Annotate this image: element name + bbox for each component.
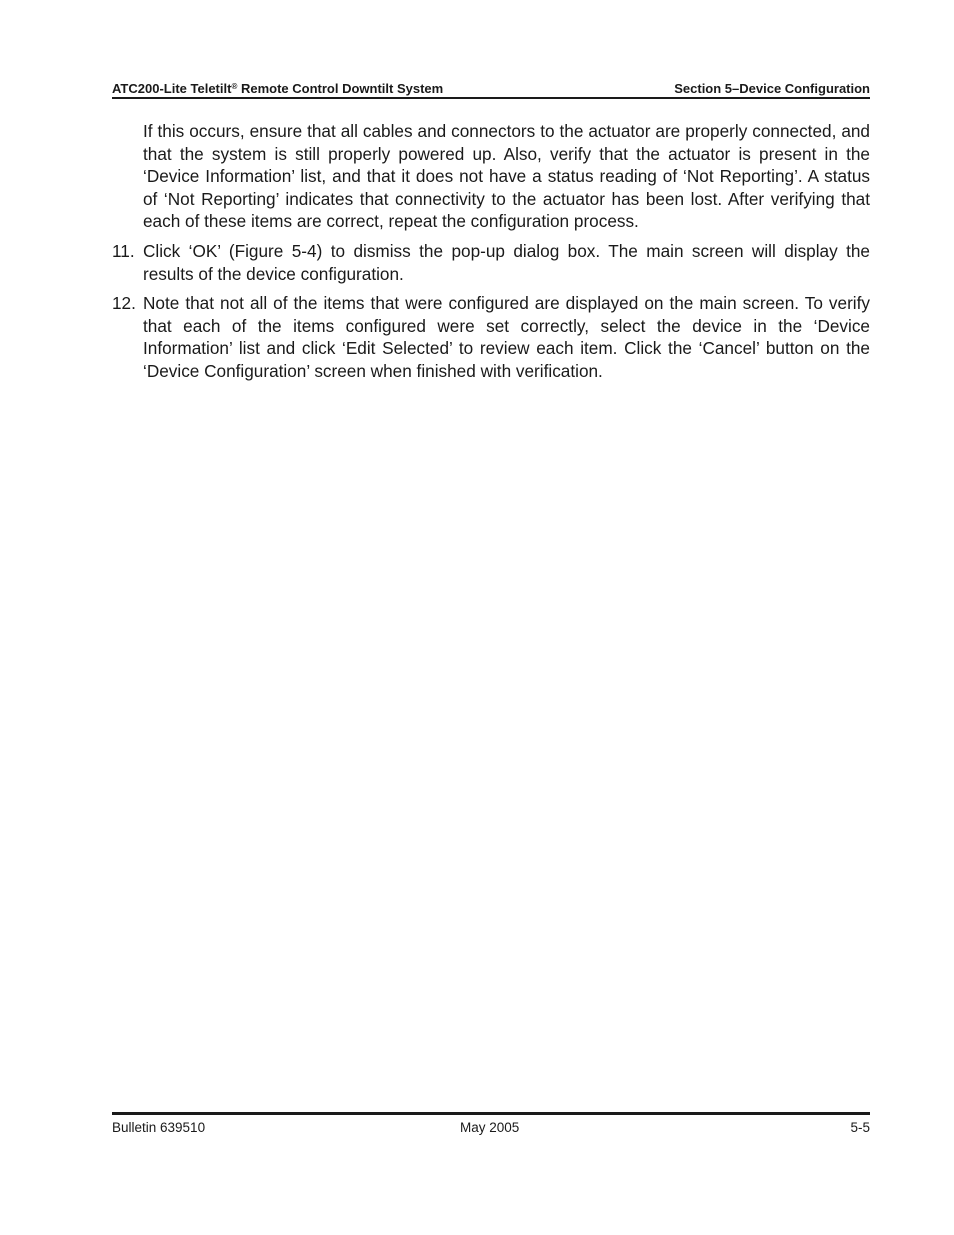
publication-date: May 2005 xyxy=(460,1120,520,1135)
continuation-paragraph: If this occurs, ensure that all cables and connectors to the actuator are properly connected, and that the system is still properly powered up. Also, verify that the actuator is present in the ‘Device Information’ list, and that it does not have a status reading of ‘Not Reporting’. A status of ‘Not Reporting’ indicates that connectivity to the actuator has been lost. After verifying that each of these items are correct, repeat the configuration process. xyxy=(143,121,870,232)
page-number: 5-5 xyxy=(850,1120,870,1135)
step-text: Click ‘OK’ (Figure 5-4) to dismiss the pop-up dialog box. The main screen will display the results of the device configuration. xyxy=(143,240,870,284)
running-header xyxy=(112,81,870,97)
step-item xyxy=(112,240,870,285)
registered-mark: ® xyxy=(231,82,238,91)
section-title: Section 5–Device Configuration xyxy=(674,81,870,96)
footer-rule xyxy=(112,1112,870,1115)
body-text xyxy=(112,120,870,390)
step-item xyxy=(112,292,870,382)
document-title: ATC200-Lite Teletilt® Remote Control Downtilt System xyxy=(112,81,444,96)
step-number: 11. xyxy=(112,240,135,261)
bulletin-number: Bulletin 639510 xyxy=(112,1120,206,1135)
running-footer xyxy=(112,1120,870,1136)
step-text: Note that not all of the items that were configured are displayed on the main screen. To verify that each of the items configured were set correctly, select the device in the ‘Device Information’ list and click ‘Edit Selected’ to review each item. Click the ‘Cancel’ button on the ‘Device Configuration’ screen when finished with verification. xyxy=(143,293,870,381)
step-number: 12. xyxy=(112,293,136,314)
header-rule xyxy=(112,97,870,99)
